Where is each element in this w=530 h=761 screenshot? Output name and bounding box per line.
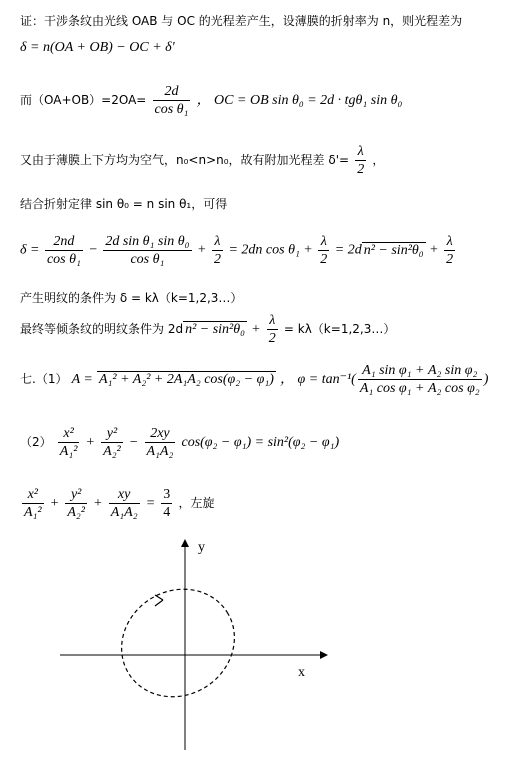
final-condition-tail: = kλ（k=1,2,3…） [283, 322, 396, 336]
equation-tail: = 2d [334, 242, 362, 258]
dashed-ellipse [101, 568, 254, 718]
numerator: y² [101, 425, 123, 443]
fraction [45, 233, 83, 268]
plus-sign: + [429, 242, 439, 258]
numerator: 2d sin θ₁ sin θ₀ [105, 234, 190, 249]
numerator: x² [22, 486, 44, 504]
fraction [109, 486, 140, 521]
part-number: （2） [20, 435, 52, 449]
plus-sign: + [85, 435, 95, 450]
additional-path-difference [20, 143, 384, 178]
fraction [212, 233, 223, 268]
y-axis-label: y [198, 540, 205, 555]
equation-rest: cos(φ₂ − φ₁) = sin²(φ₂ − φ₁) [181, 435, 340, 450]
final-condition-lead: 最终等倾条纹的明纹条件为 2d [20, 322, 184, 336]
fraction [145, 425, 176, 460]
denominator: A₂² [103, 444, 121, 459]
denominator: cos θ₁ [46, 252, 81, 267]
plus-sign: + [93, 496, 103, 511]
equation-lead-text: 而（OA+OB）=2OA= [20, 93, 147, 107]
numerator: 2d [153, 83, 191, 101]
equals-sign: = [145, 496, 156, 511]
minus-sign: − [128, 435, 139, 450]
denominator: 2 [357, 162, 365, 177]
denominator: 4 [163, 505, 171, 520]
x-axis-label: x [298, 665, 305, 680]
denominator: A₁ cos φ₁ + A₂ cos φ₂ [359, 381, 480, 396]
minus-sign: − [88, 242, 98, 258]
plus-sign: + [197, 242, 207, 258]
plus-sign: + [251, 322, 261, 337]
denominator: A₁² [59, 444, 78, 459]
rotation-arrow-icon [155, 595, 163, 606]
numerator: 3 [163, 487, 171, 502]
phase-lhs: ， φ = tan⁻¹( [280, 372, 356, 387]
rotation-direction: ，左旋 [178, 496, 215, 510]
ellipse-general-equation [20, 425, 339, 460]
plus-sign: + [49, 496, 60, 511]
refraction-law-line [20, 195, 227, 212]
fraction [101, 425, 123, 460]
fraction [358, 362, 482, 397]
numerator: y² [65, 486, 87, 504]
y-axis-arrow-icon [181, 539, 189, 547]
numerator: λ [444, 233, 455, 251]
numerator: λ [318, 233, 329, 251]
oc-equation-text: ， OC = OB sin θ₀ = 2d · tgθ₁ sin θ₀ [196, 93, 403, 108]
numerator: 2nd [45, 233, 83, 251]
denominator: A₁² [24, 505, 42, 520]
bright-fringe-condition [20, 289, 242, 306]
ellipse-figure [55, 535, 335, 755]
denominator: A₁A₂ [110, 505, 138, 520]
proof-intro-text: 证：干涉条纹由光线 OAB 与 OC 的光程差产生，设薄膜的折射率为 n，则光程差为 [20, 14, 463, 28]
air-condition-text: 又由于薄膜上下方均为空气，n₀<n>n₀，故有附加光程差 δ'= [20, 153, 350, 167]
refraction-law-text: 结合折射定律 sin θ₀ = n sin θ₁，可得 [20, 197, 228, 211]
fraction [58, 425, 80, 460]
close-paren: ) [483, 372, 489, 387]
equation-text: δ = n(OA + OB) − OC + δ' [20, 40, 175, 55]
denominator: 2 [268, 331, 276, 346]
fraction [318, 233, 329, 268]
comma-text: ， [372, 153, 385, 167]
fraction [103, 233, 191, 268]
section-number: 七.（1） [20, 372, 68, 386]
equation-middle: = 2dn cos θ₁ + [228, 242, 313, 258]
fraction [267, 312, 278, 347]
denominator: cos θ₁ [154, 102, 189, 117]
denominator: 2 [320, 252, 328, 267]
numerator: A₁ sin φ₁ + A₂ sin φ₂ [358, 362, 482, 380]
proof-line-1 [20, 12, 462, 29]
fraction [153, 83, 191, 118]
numerator: x² [58, 425, 80, 443]
denominator: 2 [213, 252, 221, 267]
fraction [355, 143, 366, 178]
fraction [22, 486, 44, 521]
fraction [444, 233, 455, 268]
numerator: λ [212, 233, 223, 251]
denominator: cos θ₁ [130, 252, 165, 267]
delta-derivation [20, 233, 457, 268]
denominator: 2 [446, 252, 454, 267]
sqrt-expression: n² − sin²θ₀ [185, 322, 246, 337]
delta-lhs: δ = [20, 242, 40, 258]
oa-ob-equation [20, 83, 402, 118]
denominator: A₁A₂ [146, 444, 174, 459]
optical-path-equation [20, 40, 175, 56]
x-axis-arrow-icon [320, 651, 328, 659]
sqrt-expression: n² − sin²θ₀ [363, 242, 424, 258]
ellipse-specific-equation [20, 486, 214, 521]
final-bright-fringe-condition [20, 312, 395, 347]
amplitude-lhs: A = [71, 372, 93, 387]
numerator: λ [355, 143, 366, 161]
condition-text: 产生明纹的条件为 δ = kλ（k=1,2,3…） [20, 291, 243, 305]
fraction [65, 486, 87, 521]
numerator: xy [109, 486, 140, 504]
numerator: λ [267, 312, 278, 330]
fraction [161, 486, 172, 521]
numerator: 2xy [145, 425, 176, 443]
amplitude-sqrt: A₁² + A₂² + 2A₁A₂ cos(φ₂ − φ₁) [98, 372, 274, 387]
denominator: A₂² [67, 505, 85, 520]
amplitude-phase-equation [20, 362, 488, 397]
